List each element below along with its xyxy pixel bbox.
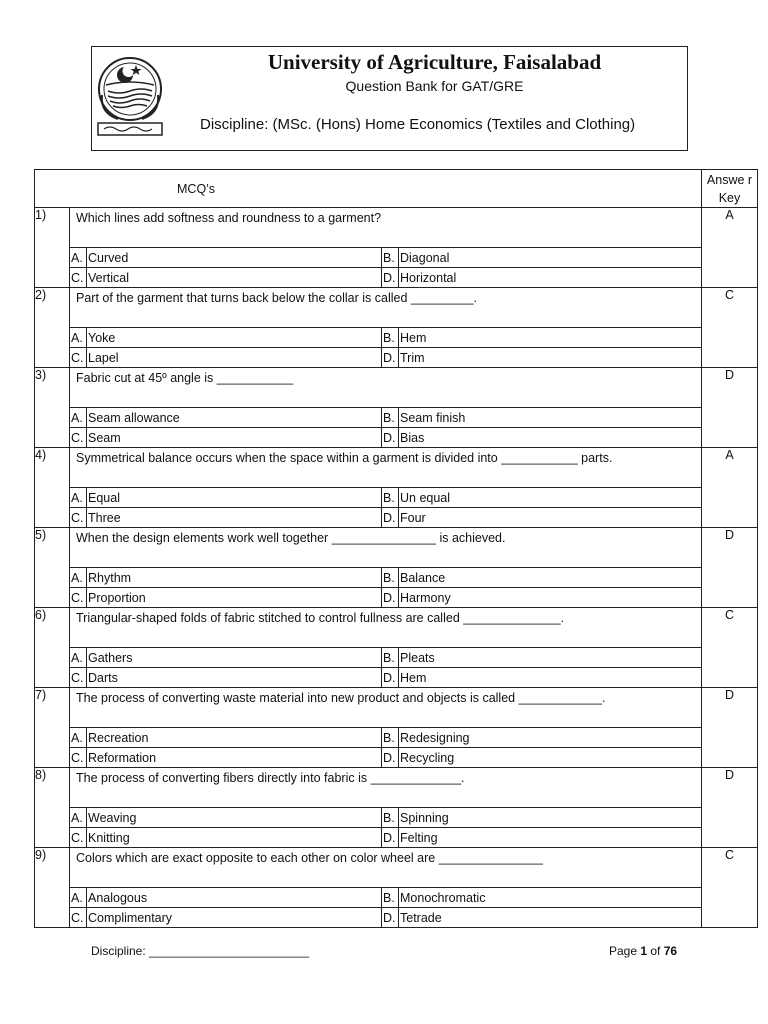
option-letter-b: B.	[382, 408, 399, 428]
option-letter-a: A.	[70, 808, 87, 828]
option-a: Rhythm	[87, 568, 382, 588]
option-b: Un equal	[399, 488, 702, 508]
answer-key: A	[702, 448, 758, 528]
question-number: 7)	[35, 688, 70, 768]
option-a: Equal	[87, 488, 382, 508]
page-number	[609, 944, 677, 958]
option-b: Spinning	[399, 808, 702, 828]
questions-body	[35, 208, 758, 928]
question-number: 5)	[35, 528, 70, 608]
option-letter-d: D.	[382, 748, 399, 768]
options-row	[70, 488, 702, 508]
options-grid	[69, 727, 702, 768]
option-letter-a: A.	[70, 328, 87, 348]
option-letter-a: A.	[70, 248, 87, 268]
option-a: Analogous	[87, 888, 382, 908]
mcq-column-label: MCQ’s	[177, 181, 215, 196]
question-row	[35, 848, 758, 928]
option-letter-c: C.	[70, 348, 87, 368]
question-row	[35, 368, 758, 448]
option-letter-b: B.	[382, 568, 399, 588]
options-row	[70, 728, 702, 748]
footer-discipline: Discipline: ________________________	[91, 944, 310, 958]
question-cell	[70, 448, 702, 528]
options-grid	[69, 247, 702, 288]
question-text: Triangular-shaped folds of fabric stitched to control fullness are called ______________.	[76, 611, 565, 625]
question-row	[35, 208, 758, 288]
options-row	[70, 648, 702, 668]
option-letter-c: C.	[70, 908, 87, 928]
answer-key: D	[702, 368, 758, 448]
question-cell	[70, 368, 702, 448]
option-d: Hem	[399, 668, 702, 688]
option-c: Three	[87, 508, 382, 528]
option-letter-b: B.	[382, 648, 399, 668]
university-seal-icon	[94, 53, 166, 141]
question-row	[35, 768, 758, 848]
answer-key-column-header: Answe r Key	[702, 170, 758, 208]
option-d: Four	[399, 508, 702, 528]
option-letter-b: B.	[382, 248, 399, 268]
discipline-title: Discipline: (MSc. (Hons) Home Economics (Textiles and Clothing)	[200, 116, 636, 133]
question-text: The process of converting waste material into new product and objects is called ____________.	[76, 691, 606, 705]
document-header	[91, 46, 688, 151]
option-letter-d: D.	[382, 348, 399, 368]
options-row	[70, 888, 702, 908]
question-text: Fabric cut at 45º angle is ___________	[76, 371, 294, 385]
option-a: Yoke	[87, 328, 382, 348]
page-current: 1	[640, 944, 648, 958]
mcq-table	[34, 169, 758, 928]
question-cell	[70, 288, 702, 368]
options-row	[70, 808, 702, 828]
options-grid	[69, 327, 702, 368]
options-grid	[69, 807, 702, 848]
option-d: Tetrade	[399, 908, 702, 928]
option-letter-c: C.	[70, 828, 87, 848]
option-a: Gathers	[87, 648, 382, 668]
university-name: University of Agriculture, Faisalabad	[267, 50, 602, 74]
options-grid	[69, 647, 702, 688]
answer-key: C	[702, 608, 758, 688]
question-row	[35, 528, 758, 608]
question-cell	[70, 528, 702, 608]
question-text: Symmetrical balance occurs when the space within a garment is divided into ___________ parts.	[76, 451, 613, 465]
option-d: Felting	[399, 828, 702, 848]
option-c: Vertical	[87, 268, 382, 288]
page-prefix: Page	[609, 944, 641, 958]
options-row	[70, 248, 702, 268]
option-c: Lapel	[87, 348, 382, 368]
option-letter-d: D.	[382, 908, 399, 928]
option-letter-d: D.	[382, 508, 399, 528]
option-letter-d: D.	[382, 588, 399, 608]
question-text: When the design elements work well together _______________ is achieved.	[76, 531, 506, 545]
options-row	[70, 828, 702, 848]
option-letter-c: C.	[70, 428, 87, 448]
options-row	[70, 748, 702, 768]
question-number: 6)	[35, 608, 70, 688]
option-letter-d: D.	[382, 268, 399, 288]
option-letter-a: A.	[70, 408, 87, 428]
options-grid	[69, 567, 702, 608]
option-letter-a: A.	[70, 728, 87, 748]
option-b: Diagonal	[399, 248, 702, 268]
options-row	[70, 508, 702, 528]
answer-key: D	[702, 528, 758, 608]
question-number: 9)	[35, 848, 70, 928]
question-row	[35, 608, 758, 688]
option-b: Monochromatic	[399, 888, 702, 908]
option-d: Recycling	[399, 748, 702, 768]
option-letter-a: A.	[70, 648, 87, 668]
options-grid	[69, 887, 702, 928]
answer-key: C	[702, 848, 758, 928]
page-total: 76	[663, 944, 678, 958]
question-cell	[70, 688, 702, 768]
answer-key: C	[702, 288, 758, 368]
option-c: Darts	[87, 668, 382, 688]
option-letter-d: D.	[382, 828, 399, 848]
question-text: Which lines add softness and roundness to a garment?	[76, 211, 382, 225]
document-subtitle: Question Bank for GAT/GRE	[345, 78, 524, 94]
option-d: Harmony	[399, 588, 702, 608]
question-row	[35, 448, 758, 528]
question-number: 3)	[35, 368, 70, 448]
options-row	[70, 268, 702, 288]
question-text: Colors which are exact opposite to each other on color wheel are _______________	[76, 851, 543, 865]
option-letter-a: A.	[70, 568, 87, 588]
option-a: Seam allowance	[87, 408, 382, 428]
option-letter-b: B.	[382, 808, 399, 828]
option-letter-b: B.	[382, 328, 399, 348]
option-d: Horizontal	[399, 268, 702, 288]
option-letter-a: A.	[70, 888, 87, 908]
option-b: Balance	[399, 568, 702, 588]
option-letter-c: C.	[70, 588, 87, 608]
option-letter-c: C.	[70, 668, 87, 688]
page-of: of	[647, 944, 664, 958]
question-text: Part of the garment that turns back below the collar is called _________.	[76, 291, 477, 305]
options-row	[70, 348, 702, 368]
option-letter-d: D.	[382, 428, 399, 448]
option-b: Redesigning	[399, 728, 702, 748]
option-d: Bias	[399, 428, 702, 448]
question-cell	[70, 848, 702, 928]
question-text: The process of converting fibers directly into fabric is _____________.	[76, 771, 465, 785]
option-letter-d: D.	[382, 668, 399, 688]
question-row	[35, 688, 758, 768]
options-row	[70, 408, 702, 428]
option-c: Knitting	[87, 828, 382, 848]
option-c: Complimentary	[87, 908, 382, 928]
question-number: 8)	[35, 768, 70, 848]
option-a: Weaving	[87, 808, 382, 828]
answer-key: D	[702, 688, 758, 768]
answer-key: A	[702, 208, 758, 288]
question-cell	[70, 208, 702, 288]
options-row	[70, 908, 702, 928]
options-row	[70, 568, 702, 588]
question-number: 2)	[35, 288, 70, 368]
options-row	[70, 588, 702, 608]
option-letter-b: B.	[382, 728, 399, 748]
option-c: Seam	[87, 428, 382, 448]
option-c: Reformation	[87, 748, 382, 768]
option-letter-c: C.	[70, 748, 87, 768]
question-cell	[70, 768, 702, 848]
option-letter-c: C.	[70, 508, 87, 528]
options-grid	[69, 407, 702, 448]
options-grid	[69, 487, 702, 528]
option-b: Hem	[399, 328, 702, 348]
options-row	[70, 668, 702, 688]
option-a: Curved	[87, 248, 382, 268]
option-letter-b: B.	[382, 488, 399, 508]
question-number: 4)	[35, 448, 70, 528]
option-d: Trim	[399, 348, 702, 368]
option-letter-c: C.	[70, 268, 87, 288]
option-b: Pleats	[399, 648, 702, 668]
option-letter-a: A.	[70, 488, 87, 508]
question-cell	[70, 608, 702, 688]
options-row	[70, 328, 702, 348]
option-b: Seam finish	[399, 408, 702, 428]
question-number: 1)	[35, 208, 70, 288]
option-a: Recreation	[87, 728, 382, 748]
option-letter-b: B.	[382, 888, 399, 908]
option-c: Proportion	[87, 588, 382, 608]
question-row	[35, 288, 758, 368]
options-row	[70, 428, 702, 448]
mcq-column-header	[35, 170, 702, 208]
answer-key: D	[702, 768, 758, 848]
table-header-row	[35, 170, 758, 208]
